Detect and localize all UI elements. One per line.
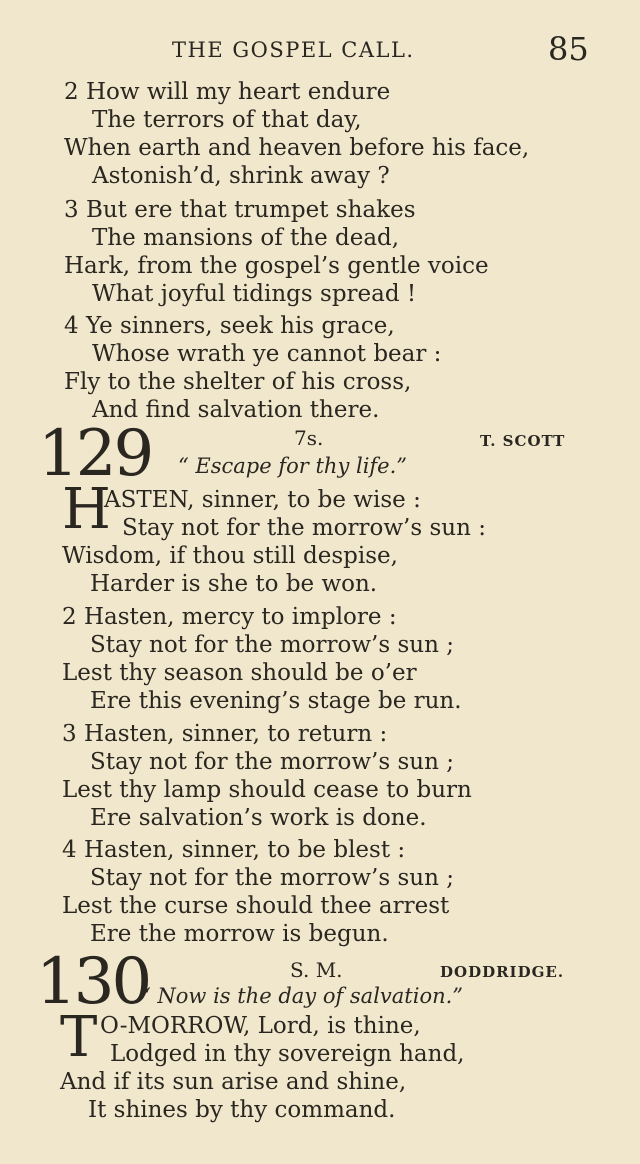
verse-line: Lest the curse should thee arrest xyxy=(62,893,450,919)
page-number: 85 xyxy=(548,30,589,68)
verse-line: Wisdom, if thou still despise, xyxy=(62,543,398,569)
hymn-author: T. SCOTT xyxy=(480,432,566,450)
verse-line: Whose wrath ye cannot bear : xyxy=(92,341,442,367)
verse-line: 2 Hasten, mercy to implore : xyxy=(62,604,397,630)
verse-line: 4 Ye sinners, seek his grace, xyxy=(64,313,395,339)
hymn-number: 130 xyxy=(36,945,150,1019)
verse-line: Stay not for the morrow’s sun : xyxy=(122,515,486,541)
verse-line: When earth and heaven before his face, xyxy=(64,135,530,161)
hymn-author: DODDRIDGE. xyxy=(440,963,565,981)
hymn-meter: S. M. xyxy=(290,958,343,982)
hymn-number: 129 xyxy=(38,417,152,491)
verse-line: Hark, from the gospel’s gentle voice xyxy=(64,253,489,279)
drop-cap: T xyxy=(60,1005,98,1070)
running-title: THE GOSPEL CALL. xyxy=(172,38,415,62)
verse-line: Ere salvation’s work is done. xyxy=(90,805,427,831)
verse-line: O-MORROW, Lord, is thine, xyxy=(100,1013,421,1039)
verse-line: Fly to the shelter of his cross, xyxy=(64,369,412,395)
running-head xyxy=(0,30,640,70)
verse-line: And if its sun arise and shine, xyxy=(60,1069,407,1095)
drop-cap: H xyxy=(62,477,111,542)
verse-line: What joyful tidings spread ! xyxy=(92,281,417,307)
verse-line: Lest thy lamp should cease to burn xyxy=(62,777,472,803)
verse-line: Ere this evening’s stage be run. xyxy=(90,688,462,714)
verse-line: Stay not for the morrow’s sun ; xyxy=(90,632,454,658)
verse-line: The mansions of the dead, xyxy=(92,225,400,251)
verse-line: Lodged in thy sovereign hand, xyxy=(110,1041,465,1067)
verse-line: 3 Hasten, sinner, to return : xyxy=(62,721,388,747)
verse-line: ASTEN, sinner, to be wise : xyxy=(104,487,421,513)
verse-line: And find salvation there. xyxy=(92,397,380,423)
verse-line: Stay not for the morrow’s sun ; xyxy=(90,865,454,891)
verse-line: 3 But ere that trumpet shakes xyxy=(64,197,416,223)
verse-line: 2 How will my heart endure xyxy=(64,79,391,105)
verse-line: It shines by thy command. xyxy=(88,1097,396,1123)
verse-line: Harder is she to be won. xyxy=(90,571,378,597)
verse-line: Astonish’d, shrink away ? xyxy=(92,163,390,189)
hymn-title: “ Escape for thy life.” xyxy=(178,454,408,478)
verse-line: 4 Hasten, sinner, to be blest : xyxy=(62,837,406,863)
hymn-title: “ Now is the day of salvation.” xyxy=(140,984,464,1008)
verse-line: Ere the morrow is begun. xyxy=(90,921,389,947)
verse-line: The terrors of that day, xyxy=(92,107,362,133)
verse-line: Lest thy season should be o’er xyxy=(62,660,417,686)
verse-line: Stay not for the morrow’s sun ; xyxy=(90,749,454,775)
hymn-meter: 7s. xyxy=(294,426,324,450)
